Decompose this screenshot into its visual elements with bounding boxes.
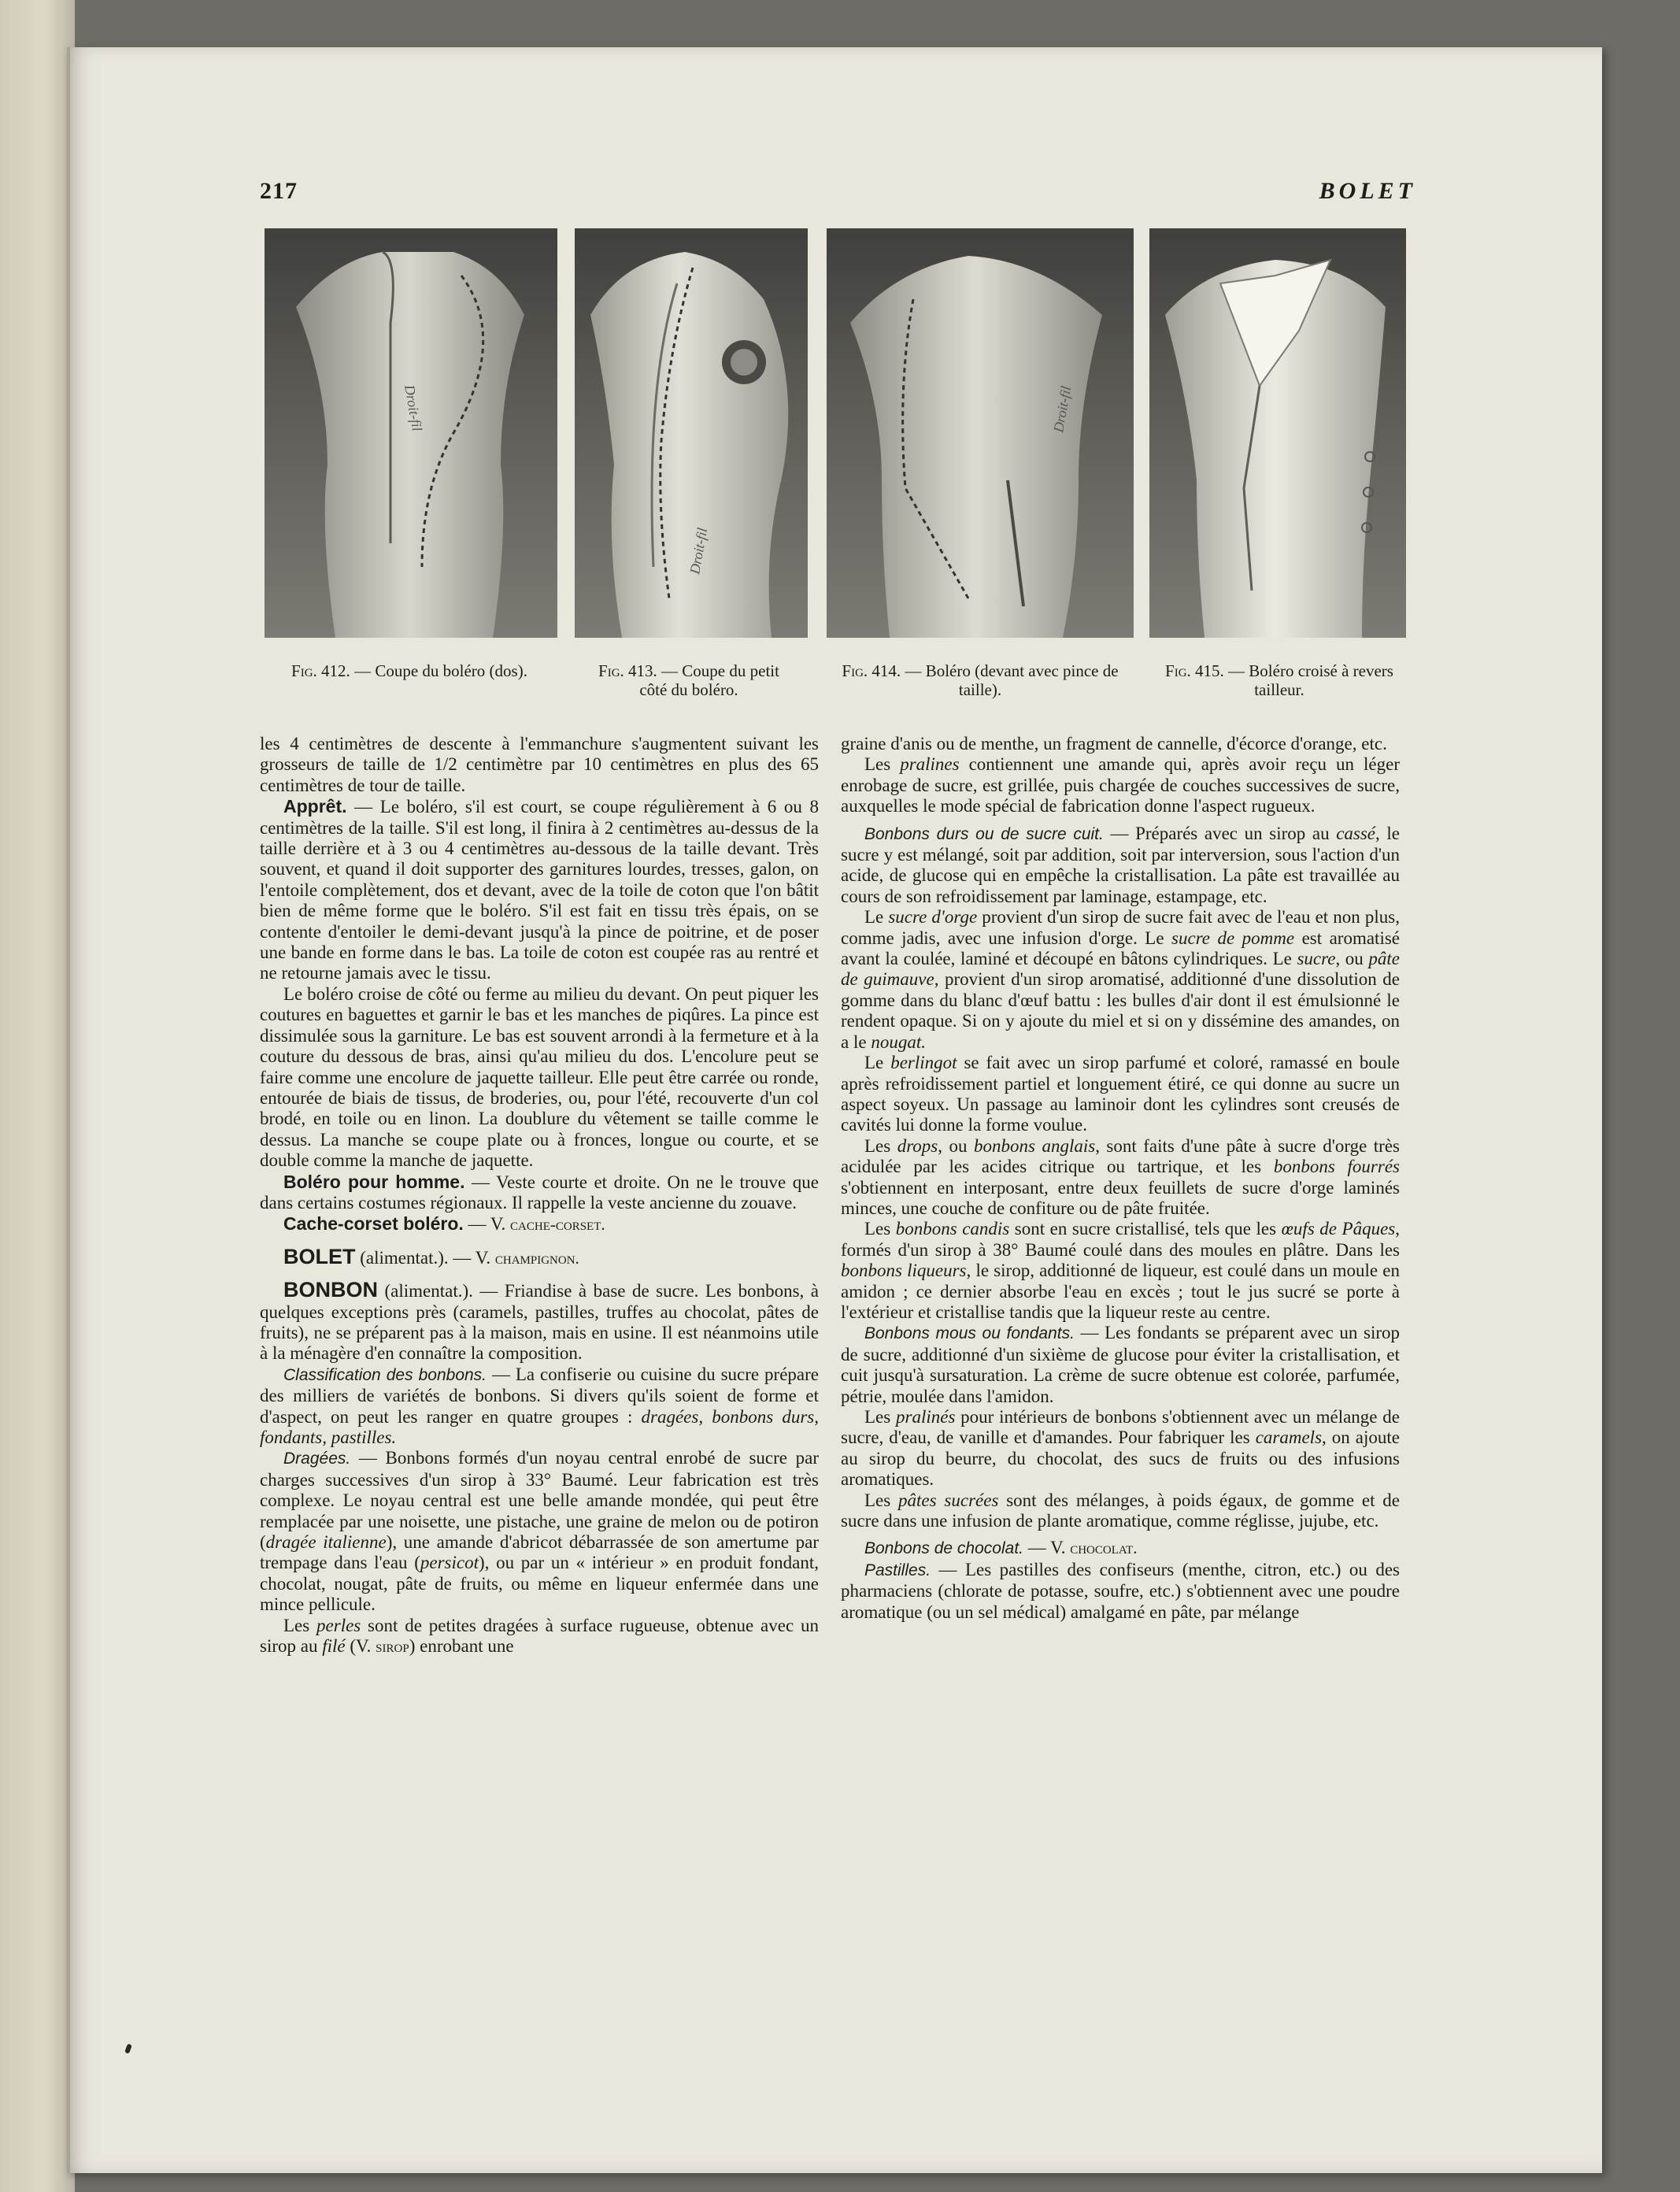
italic-text: cassé — [1336, 823, 1376, 843]
figure-number: Fig. 412. — [291, 661, 350, 680]
italic-text: persicot — [420, 1553, 479, 1573]
caption-fig-415 — [1157, 661, 1401, 699]
entry-text: , provient d'un sirop aromatisé, additionné d'une dissolution de gomme dans du blanc d'œuf battu : les bulles d'air dont il est émulsionné le rendent opaque. Si on y ajoute du miel et si on y dissémine des amandes, on a le — [841, 969, 1400, 1052]
entry-pralines — [841, 754, 1400, 816]
italic-text: caramels — [1255, 1427, 1323, 1448]
cross-reference: sirop — [376, 1637, 409, 1657]
entry-text: , ou — [938, 1135, 974, 1156]
italic-text: filé — [322, 1636, 346, 1657]
entry-text: sont de petites dragées à surface rugueuse, obtenue avec un sirop au — [260, 1615, 819, 1657]
entry-cache-corset — [260, 1213, 819, 1235]
entry-text: , sont faits d'une pâte à sucre d'orge très acidulée par les acides citrique ou tartrique, et les — [841, 1135, 1401, 1177]
entry-text: est aromatisé avant la coulée, laminé et découpé en bâtons cylindriques. Le — [841, 928, 1400, 969]
entry-heading: Boléro pour homme. — [283, 1171, 465, 1192]
entry-text: , on ajoute au sirop du beurre, du chocolat, des sucs de fruits ou des infusions aromatiques. — [841, 1427, 1400, 1490]
entry-text: Les — [864, 1407, 896, 1427]
figure-number: Fig. 415. — [1165, 661, 1224, 680]
figure-caption-text: — Boléro (devant avec pince de taille). — [905, 661, 1119, 699]
entry-text: Les — [864, 1490, 899, 1510]
entry-text: contiennent une amande qui, après avoir reçu un léger enrobage de sucre, est grillée, puis chargée de couches successives de sucre, auxquelles le mode spécial de fabrication donne l'aspect rugueux. — [841, 754, 1400, 816]
figure-412-photo — [265, 228, 557, 638]
entry-bonbons-chocolat — [841, 1538, 1400, 1559]
page-gutter — [67, 47, 70, 2173]
subheading: Dragées. — [283, 1450, 351, 1468]
entry-text: — Bonbons formés d'un noyau central enrobé de sucre par charges successives d'un sirop à 33° Baumé. Leur fabrication est très complexe. Le noyau central est une belle amande mondée, qui peut être remplacée par une noisette, une pistache, une graine de melon ou de potiron ( — [260, 1448, 819, 1553]
entry-text: Les — [283, 1615, 317, 1635]
entry-sucre-orge — [841, 907, 1400, 1053]
paragraph: Le boléro croise de côté ou ferme au milieu du devant. On peut piquer les coutures en baguettes et garnir le bas et les manches de piqûres. La pince est dissimulée sous la garniture. Le bas est souvent arrondi à la fermeture et à la couture du dessous de bras, ainsi qu'au milieu du dos. L'encolure peut se faire comme une encolure de jaquette tailleur. Elle peut être carrée ou ronde, entourée de biais de tissus, de broderies, ou, pour l'été, recouverte d'un col brodé, en toile ou en linon. La doublure du vêtement se taille comme le dessus. La manche se coupe plate ou à fronces, longue ou courte, et se double comme la manche de jaquette. — [260, 983, 819, 1171]
droit-fil-mark: Droit-fil — [1050, 384, 1075, 434]
entry-text: — Les pastilles des confiseurs (menthe, citron, etc.) ou des pharmaciens (chlorate de potasse, soufre, etc.) s'obtiennent avec une poudre aromatique (ou un sel médical) amalgamé en pâte, par mélange — [841, 1559, 1400, 1622]
figure-caption-text: — Boléro croisé à revers tailleur. — [1228, 661, 1393, 699]
entry-text: sont en sucre cristallisé, tels que les — [1009, 1219, 1282, 1239]
droit-fil-mark: Droit-fil — [401, 383, 426, 433]
entry-pralines-interieurs — [841, 1407, 1400, 1490]
entry-text: (alimentat.). — V. — [355, 1247, 495, 1268]
entry-dragees — [260, 1448, 819, 1615]
italic-text: drops — [897, 1135, 938, 1156]
entry-bolet — [260, 1246, 819, 1268]
entry-text: ), une amande d'abricot débarrassée de son amertume par trempage dans l'eau ( — [260, 1532, 819, 1573]
subheading: Pastilles. — [864, 1561, 931, 1579]
entry-text: , le sucre y est mélangé, soit par addition, soit par interversion, sous l'action d'un acide, de glucose qui en empêche la cristallisation. La pâte est travaillée au cours de son refroidissement par laminage, estampage, etc. — [841, 823, 1400, 906]
entry-text: ), ou par un « intérieur » en produit fondant, chocolat, nougat, pâte de fruits, ou même en liqueur enfermée dans une mince pellicule. — [260, 1553, 819, 1615]
paragraph: les 4 centimètres de descente à l'emmanchure s'augmentent suivant les grosseurs de taille de 1/2 centimètre par 10 centimètres en plus des 65 centimètres de tour de taille. — [260, 734, 819, 795]
italic-text: pâtes sucrées — [898, 1490, 999, 1510]
entry-perles — [260, 1616, 819, 1657]
entry-text: — V. — [1023, 1538, 1071, 1558]
entry-text: , formés d'un sirop à 38° Baumé coulé dans des moules en plâtre. Dans les — [841, 1219, 1400, 1260]
entry-text: — Veste courte et droite. On ne le trouve que dans certains costumes régionaux. Il rappelle la veste ancienne du zouave. — [260, 1172, 820, 1213]
right-text-column — [841, 734, 1400, 1623]
entry-text: (V. — [345, 1636, 376, 1657]
droit-fil-mark: Droit-fil — [686, 526, 711, 576]
entry-text: se fait avec un sirop parfumé et coloré, ramassé en boule après refroidissement partiel et longuement étiré, ce qui donne au sucre un aspect soyeux. Un passage au laminoir dont les cylindres sont creusés de cavités lui donne la forme voulue. — [841, 1053, 1400, 1135]
italic-text: perles — [316, 1615, 361, 1635]
italic-text: sucre — [1297, 949, 1336, 969]
bolero-crossed-illustration — [1149, 228, 1406, 638]
italic-text: bonbons liqueurs — [841, 1261, 967, 1281]
italic-text: dragées, bonbons durs, fondants, pastilles. — [260, 1406, 819, 1447]
italic-text: dragée italienne — [265, 1532, 387, 1553]
figure-number: Fig. 414. — [842, 661, 901, 680]
entry-text: Les — [864, 1135, 897, 1156]
italic-text: pralines — [900, 754, 960, 775]
entry-text: Les — [864, 1219, 896, 1239]
entry-classification — [260, 1364, 819, 1449]
caption-fig-414 — [834, 661, 1126, 699]
entry-candis — [841, 1219, 1400, 1323]
entry-bonbons-durs — [841, 824, 1400, 908]
figure-number: Fig. 413. — [598, 661, 657, 680]
entry-text: sont des mélanges, à poids égaux, de gomme et de sucre dans une infusion de plante aromatique, comme réglisse, jujube, etc. — [841, 1490, 1401, 1531]
figure-413-photo — [575, 228, 808, 638]
entry-text: Le — [864, 907, 889, 928]
subheading: Classification des bonbons. — [283, 1365, 487, 1384]
entry-text: ) enrobant une — [409, 1636, 514, 1657]
entry-text: pour intérieurs de bonbons s'obtiennent avec un mélange de sucre, d'eau, de vanille et d'amandes. Pour fabriquer les — [841, 1407, 1400, 1448]
entry-heading: BOLET — [283, 1244, 356, 1268]
subheading: Bonbons de chocolat. — [864, 1539, 1023, 1558]
entry-heading: Cache-corset boléro. — [283, 1213, 464, 1235]
entry-pates-sucrees — [841, 1490, 1400, 1532]
entry-text: s'obtiennent en interposant, entre deux feuillets de sucre d'orge laminés minces, une couche de confiture ou de pâte fruitée. — [841, 1177, 1400, 1218]
italic-text: bonbons anglais — [974, 1135, 1096, 1156]
entry-drops — [841, 1136, 1400, 1220]
entry-pastilles — [841, 1560, 1400, 1623]
italic-text: pâte de guimauve — [841, 949, 1400, 990]
italic-text: œufs de Pâques — [1281, 1219, 1396, 1239]
entry-bonbon — [260, 1279, 819, 1364]
italic-text: bonbons fourrés — [1273, 1157, 1400, 1177]
bolero-front-illustration — [827, 228, 1134, 638]
running-head — [260, 178, 1416, 209]
entry-text: , le sirop, additionné de liqueur, est coulé dans un moule en amidon ; ce dernier absorbe l'eau en excès ; tout le jus sucré se porte à l'extérieur et cristallise tandis que la liqueur reste au centre. — [841, 1261, 1400, 1322]
entry-text: Le — [864, 1053, 891, 1073]
entry-text: — Le boléro, s'il est court, se coupe régulièrement à 6 ou 8 centimètres de la taille. S'il est long, il finira à 2 centimètres au-dessus de la taille derrière et à 3 ou 4 centimètres au-dessous de la taille devant. Très souvent, et quand il doit supporter des garnitures lourdes, tresses, galon, on l'entoile complètement, dos et devant, avec de la toile de coton que l'on bâtit bien de même forme que le boléro. S'il est fait en tissu très épais, on se contente d'entoiler le demi-devant jusqu'à la pince de poitrine, et de poser une bande en forme dans le bas. La toile de coton est coupée ras au rentré et ne retourne jamais avec le tissu. — [260, 797, 819, 983]
italic-text: berlingot — [890, 1053, 957, 1073]
entry-berlingot — [841, 1053, 1400, 1136]
cross-reference: chocolat. — [1070, 1538, 1138, 1558]
figure-caption-text: — Coupe du petit côté du boléro. — [639, 661, 779, 699]
entry-text: , ou — [1335, 949, 1369, 969]
entry-bolero-homme — [260, 1172, 819, 1214]
entry-heading: Apprêt. — [283, 796, 347, 817]
cross-reference: champignon. — [494, 1248, 579, 1268]
italic-text: sucre de pomme — [1171, 928, 1295, 948]
entry-bonbons-mous — [841, 1323, 1400, 1407]
entry-text: (alimentat.). — Friandise à base de sucre. Les bonbons, à quelques exceptions près (caramels, pastilles, truffes au chocolat, pâtes de fruits), ne se préparent pas à la maison, mais en usine. Il est néanmoins utile à la ménagère d'en connaître la composition. — [260, 1281, 819, 1364]
paragraph: graine d'anis ou de menthe, un fragment de cannelle, d'écorce d'orange, etc. — [841, 734, 1387, 754]
left-text-column — [260, 734, 819, 1657]
subheading: Bonbons durs ou de sucre cuit. — [864, 824, 1104, 843]
italic-text: bonbons candis — [895, 1219, 1010, 1239]
running-title: BOLET — [1319, 178, 1416, 204]
entry-text: Les — [864, 754, 901, 775]
italic-text: nougat. — [871, 1031, 926, 1052]
entry-text: — Préparés avec un sirop au — [1103, 823, 1337, 843]
entry-text: — V. — [463, 1214, 511, 1235]
entry-heading: BONBON — [283, 1278, 378, 1302]
subheading: Bonbons mous ou fondants. — [864, 1324, 1075, 1343]
bolero-side-illustration — [575, 228, 808, 638]
entry-appret — [260, 796, 819, 984]
cross-reference: cache-corset. — [510, 1215, 605, 1235]
italic-text: sucre d'orge — [888, 907, 978, 928]
bolero-back-illustration — [265, 228, 557, 638]
entry-text: provient d'un sirop de sucre fait avec de l'eau et non plus, comme jadis, avec une infusion d'orge. Le — [841, 907, 1400, 948]
figure-414-photo — [827, 228, 1134, 638]
figure-415-photo — [1149, 228, 1406, 638]
entry-text: — Les fondants se préparent avec un sirop de sucre, additionné d'un sixième de glucose pour éviter la cristallisation, et cuit jusqu'à sursaturation. La crème de sucre obtenue est colorée, parfumée, pétrie, moulée dans l'amidon. — [841, 1323, 1400, 1406]
caption-fig-413 — [583, 661, 795, 699]
previous-page-edge — [0, 0, 75, 2192]
page-number: 217 — [260, 178, 298, 204]
italic-text: pralinés — [896, 1407, 956, 1427]
entry-text: — La confiserie ou cuisine du sucre prépare des milliers de variétés de bonbons. Si divers qu'ils soient de forme et d'aspect, on peut les ranger en quatre groupes : — [260, 1364, 819, 1427]
caption-fig-412 — [276, 661, 543, 680]
figure-caption-text: — Coupe du boléro (dos). — [354, 661, 527, 680]
